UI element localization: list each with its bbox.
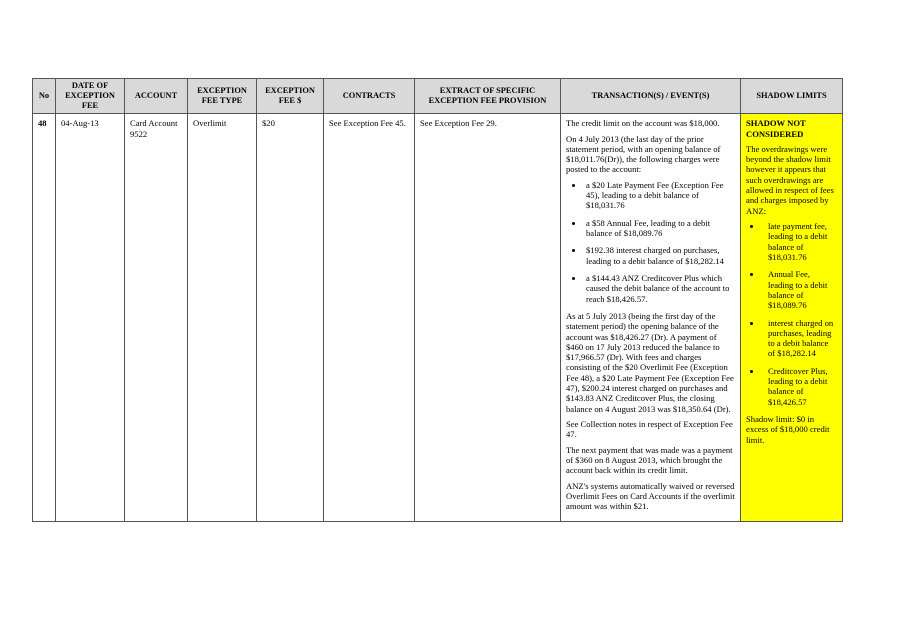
cell-fee-amount: $20 (257, 114, 324, 521)
header-transactions: TRANSACTION(S) / EVENT(S) (561, 79, 741, 114)
header-fee-amount: EXCEPTION FEE $ (257, 79, 324, 114)
header-contracts: CONTRACTS (324, 79, 415, 114)
txn-bullet: • a $20 Late Payment Fee (Exception Fee 45), leading to a debit balance of $18,031.76 (584, 180, 735, 211)
cell-account: Card Account 9522 (125, 114, 188, 521)
cell-date: 04-Aug-13 (56, 114, 125, 521)
table-row (33, 114, 843, 521)
cell-fee-type: Overlimit (188, 114, 257, 521)
txn-paragraph: See Collection notes in respect of Exception Fee 47. (566, 419, 733, 440)
txn-bullet: • $192.38 interest charged on purchases, leading to a debit balance of $18,282.14 (584, 245, 735, 266)
cell-extract: See Exception Fee 29. (415, 114, 561, 521)
shadow-bullet: • Creditcover Plus, leading to a debit balance of $18,426.57 (762, 366, 837, 407)
txn-bullet: • a $58 Annual Fee, leading to a debit balance of $18,089.76 (584, 218, 735, 239)
shadow-heading: SHADOW NOT CONSIDERED (746, 118, 806, 139)
table-header-row (33, 79, 843, 114)
txn-paragraph: As at 5 July 2013 (being the first day of the statement period) the opening balance of the account was $18,426.27 (Dr). A payment of $460 on 17 July 2013 reduced the balance to $17,966.57 (Dr). With fees and charges consisting of the $20 Overlimit Fee (Exception Fee 48), a $20 Late Payment Fee (Exception Fee 47), $200.24 interest charged on purchases and $143.83 ANZ Creditcover Plus, the closing balance on 4 August 2013 was $18,350.64 (Dr). (566, 310, 734, 414)
exception-fee-table (32, 78, 843, 522)
cell-contracts: See Exception Fee 45. (324, 114, 415, 521)
txn-paragraph: The credit limit on the account was $18,000. (566, 118, 720, 129)
txn-bullet-list (566, 180, 735, 304)
header-shadow-limits: SHADOW LIMITS (741, 79, 843, 114)
txn-bullet: • a $144.43 ANZ Creditcover Plus which caused the debit balance of the account to reach $18,426.57. (584, 273, 735, 304)
txn-paragraph: The next payment that was made was a payment of $360 on 8 August 2013, which brought the account back within its credit limit. (566, 444, 733, 476)
header-no: No (33, 79, 56, 114)
shadow-bullet-list (746, 221, 837, 407)
shadow-intro: The overdrawings were beyond the shadow limit however it appears that such overdrawings are allowed in respect of fees and charges imposed by ANZ: (746, 143, 834, 216)
txn-paragraph: ANZ's systems automatically waived or reversed Overlimit Fees on Card Accounts if the overlimit amount was within $21. (566, 480, 735, 512)
header-account: ACCOUNT (125, 79, 188, 114)
shadow-bullet: • late payment fee, leading to a debit balance of $18,031.76 (762, 221, 837, 262)
header-extract: EXTRACT OF SPECIFIC EXCEPTION FEE PROVISION (415, 79, 561, 114)
shadow-footer: Shadow limit: $0 in excess of $18,000 credit limit. (746, 414, 830, 445)
shadow-bullet: • interest charged on purchases, leading to a debit balance of $18,282.14 (762, 318, 837, 359)
cell-no: 48 (33, 114, 56, 521)
txn-paragraph: On 4 July 2013 (the last day of the prior statement period, with an opening balance of $18,011.76(Dr)), the following charges were posted to the account: (566, 133, 721, 175)
shadow-bullet: • Annual Fee, leading to a debit balance of $18,089.76 (762, 269, 837, 310)
header-fee-type: EXCEPTION FEE TYPE (188, 79, 257, 114)
cell-transactions (561, 114, 741, 521)
header-date: DATE OF EXCEPTION FEE (56, 79, 125, 114)
cell-shadow-limits (741, 114, 843, 521)
